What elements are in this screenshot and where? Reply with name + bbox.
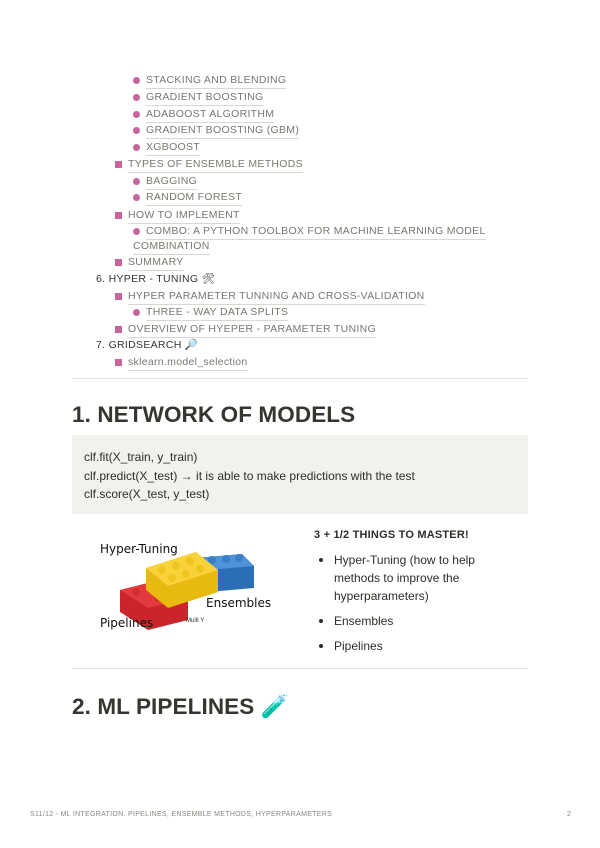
toc-link[interactable]: THREE - WAY DATA SPLITS [146,306,288,321]
toc-link[interactable]: OVERVIEW OF HYEPER - PARAMETER TUNING [128,323,376,338]
bullet-dot-icon [133,194,140,201]
image-label-hyper-tuning: Hyper-Tuning [100,542,178,556]
toc-link[interactable]: GRADIENT BOOSTING (GBM) [146,124,299,139]
bullet-square-icon [115,212,122,219]
image-label-ensembles: Ensembles [206,596,272,610]
toc-item[interactable] [133,225,486,240]
toc-item[interactable] [115,356,248,371]
toc-item[interactable] [133,306,288,321]
toc-link[interactable]: sklearn.model_selection [128,356,248,371]
bullet-dot-icon [133,144,140,151]
bullet-square-icon [115,259,122,266]
toc-item[interactable] [115,209,240,224]
image-label-pipelines: Pipelines [100,616,154,630]
list-item: Pipelines [314,637,524,655]
toc-link[interactable]: HYPER PARAMETER TUNNING AND CROSS-VALIDATION [128,290,425,305]
toc-link[interactable]: RANDOM FOREST [146,191,242,206]
page-footer: S11/12 - ML INTEGRATION. PIPELINES, ENSEMBLE METHODS, HYPERPARAMETERS [30,811,333,818]
toc-item[interactable] [133,141,200,156]
code-block [72,435,528,514]
code-line: clf.fit(X_train, y_train) [84,450,198,464]
bullet-dot-icon [133,111,140,118]
image-label-small: MullI Y [186,618,205,624]
toc-link[interactable]: GRADIENT BOOSTING [146,91,264,106]
list-item: Ensembles [314,612,524,630]
lego-bricks-image [96,536,276,636]
divider [72,378,528,379]
toc-link[interactable]: STACKING AND BLENDING [146,74,286,89]
bullet-square-icon [115,161,122,168]
toc-item[interactable] [115,323,376,338]
bullet-dot-icon [133,77,140,84]
toc-item-continuation[interactable] [133,240,210,255]
toc-link[interactable]: TYPES OF ENSEMBLE METHODS [128,158,303,173]
bullet-square-icon [115,359,122,366]
bullet-dot-icon [133,178,140,185]
toc-link[interactable]: BAGGING [146,175,197,190]
toc-link[interactable]: HOW TO IMPLEMENT [128,209,240,224]
divider [72,668,528,669]
bullet-dot-icon [133,94,140,101]
toc-item[interactable] [133,108,274,123]
toc-item[interactable] [115,290,425,305]
toc-link[interactable]: XGBOOST [146,141,200,156]
toc-link[interactable]: SUMMARY [128,256,184,271]
master-list [314,551,524,655]
bullet-square-icon [115,293,122,300]
toc-item[interactable] [133,74,286,89]
toc-item[interactable] [133,91,264,106]
toc-link[interactable]: ADABOOST ALGORITHM [146,108,274,123]
code-line: clf.predict(X_test) → it is able to make predictions with the test [84,468,415,483]
bullet-square-icon [115,326,122,333]
section-heading: 2. ML PIPELINES 🧪 [72,694,289,719]
things-to-master [314,529,524,662]
toc-item[interactable] [133,191,242,206]
bullet-dot-icon [133,127,140,134]
toc-chapter[interactable]: 7. GRIDSEARCH 🔎 [96,339,199,351]
toc-chapter[interactable]: 6. HYPER - TUNING 🛠 [96,273,216,285]
toc-item[interactable] [133,124,299,139]
code-line: clf.score(X_test, y_test) [84,487,210,501]
page-number: 2 [567,811,571,818]
toc-item[interactable] [115,158,303,173]
list-item: Hyper-Tuning (how to help methods to improve the hyperparameters) [314,551,524,605]
toc-link[interactable]: COMBINATION [133,240,210,255]
bullet-dot-icon [133,228,140,235]
toc-item[interactable] [133,175,197,190]
toc-link[interactable]: COMBO: A PYTHON TOOLBOX FOR MACHINE LEARNING MODEL [146,225,486,240]
master-title: 3 + 1/2 THINGS TO MASTER! [314,529,469,541]
toc-item[interactable] [115,256,184,271]
bullet-dot-icon [133,309,140,316]
section-heading: 1. NETWORK OF MODELS [72,402,356,427]
